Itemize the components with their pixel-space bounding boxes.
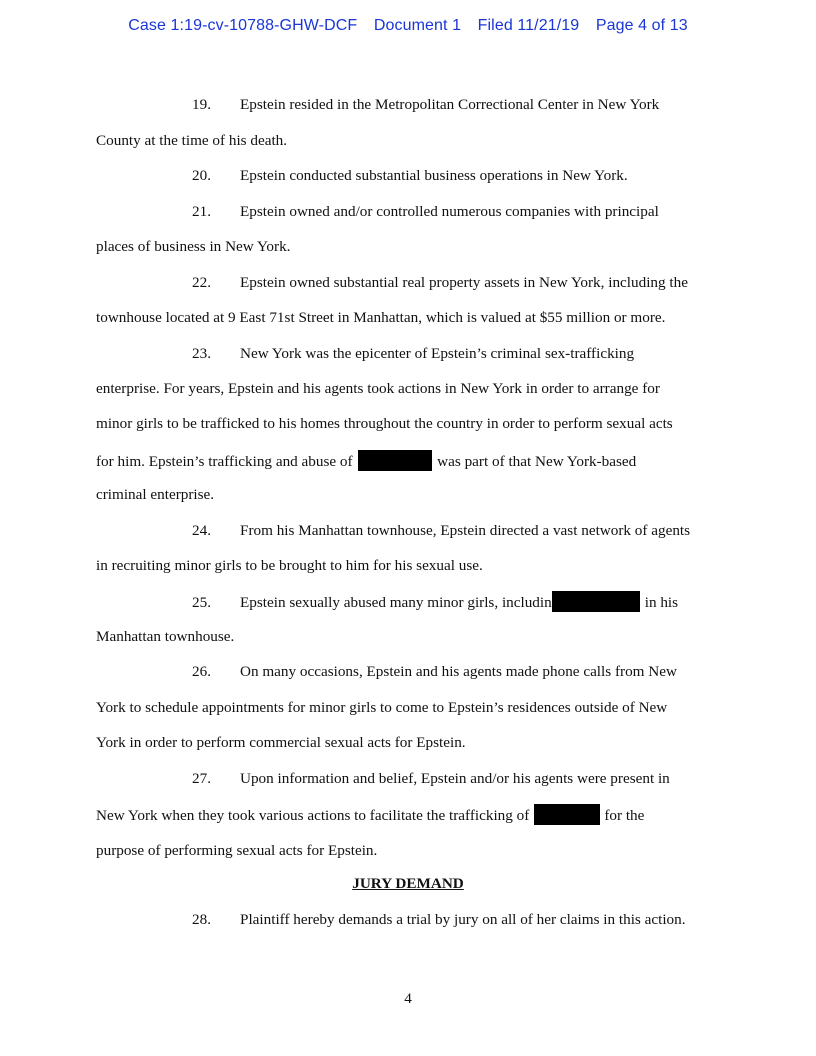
filed-date: Filed 11/21/19 bbox=[477, 17, 580, 34]
paragraph-27-line-1 bbox=[192, 769, 816, 789]
page-count: Page 4 of 13 bbox=[595, 17, 688, 34]
section-heading-jury-demand: JURY DEMAND bbox=[352, 875, 464, 892]
paragraph-20-line-1 bbox=[192, 166, 816, 186]
paragraph-number: 25. bbox=[192, 594, 211, 611]
paragraph-23-line-5: criminal enterprise. bbox=[96, 486, 215, 503]
document-number: Document 1 bbox=[373, 17, 462, 34]
paragraph-26-line-1 bbox=[192, 662, 816, 682]
paragraph-27-line-2 bbox=[96, 804, 736, 826]
paragraph-25-line-2: Manhattan townhouse. bbox=[96, 628, 235, 645]
paragraph-23-line-2: enterprise. For years, Epstein and his agents took actions in New York in order to arrange for bbox=[96, 380, 660, 397]
paragraph-text: Plaintiff hereby demands a trial by jury on all of her claims in this action. bbox=[240, 911, 686, 928]
paragraph-text: New York was the epicenter of Epstein’s criminal sex-trafficking bbox=[240, 345, 635, 362]
paragraph-21-line-1 bbox=[192, 202, 816, 222]
redaction-box bbox=[552, 591, 640, 612]
paragraph-text: for the bbox=[604, 807, 645, 824]
paragraph-24-line-2: in recruiting minor girls to be brought to him for his sexual use. bbox=[96, 557, 483, 574]
paragraph-23-line-3: minor girls to be trafficked to his homes throughout the country in order to perform sexual acts bbox=[96, 415, 673, 432]
paragraph-24-line-1 bbox=[192, 521, 816, 541]
paragraph-25-line-1 bbox=[192, 591, 816, 613]
paragraph-text: Epstein conducted substantial business operations in New York. bbox=[240, 167, 628, 184]
paragraph-text: Epstein owned and/or controlled numerous companies with principal bbox=[240, 203, 659, 220]
paragraph-number: 19. bbox=[192, 96, 211, 113]
paragraph-26-line-3: York in order to perform commercial sexual acts for Epstein. bbox=[96, 734, 466, 751]
paragraph-27-line-3: purpose of performing sexual acts for Epstein. bbox=[96, 842, 378, 859]
paragraph-number: 20. bbox=[192, 167, 211, 184]
case-number: Case 1:19-cv-10788-GHW-DCF bbox=[128, 17, 358, 34]
paragraph-26-line-2: York to schedule appointments for minor girls to come to Epstein’s residences outside of New bbox=[96, 699, 668, 716]
paragraph-text: From his Manhattan townhouse, Epstein directed a vast network of agents bbox=[240, 522, 691, 539]
paragraph-text: was part of that New York-based bbox=[437, 453, 637, 470]
paragraph-text: Epstein owned substantial real property assets in New York, including the bbox=[240, 274, 688, 291]
paragraph-28-line-1 bbox=[192, 910, 816, 930]
paragraph-19-line-1 bbox=[192, 95, 816, 115]
paragraph-23-line-4 bbox=[96, 450, 736, 472]
paragraph-23-line-1 bbox=[192, 344, 816, 364]
paragraph-19-line-2: County at the time of his death. bbox=[96, 132, 288, 149]
paragraph-22-line-2: townhouse located at 9 East 71st Street in Manhattan, which is valued at $55 million or more. bbox=[96, 309, 666, 326]
paragraph-text: Epstein sexually abused many minor girls, includin bbox=[240, 594, 552, 611]
paragraph-text: for him. Epstein’s trafficking and abuse of bbox=[96, 453, 353, 470]
paragraph-number: 23. bbox=[192, 345, 211, 362]
redaction-box bbox=[358, 450, 432, 471]
paragraph-number: 22. bbox=[192, 274, 211, 291]
paragraph-number: 28. bbox=[192, 911, 211, 928]
paragraph-22-line-1 bbox=[192, 273, 816, 293]
paragraph-text: in his bbox=[644, 594, 679, 611]
redaction-box bbox=[534, 804, 600, 825]
ecf-header bbox=[0, 17, 816, 35]
paragraph-number: 24. bbox=[192, 522, 211, 539]
paragraph-text: New York when they took various actions to facilitate the trafficking of bbox=[96, 807, 530, 824]
paragraph-number: 21. bbox=[192, 203, 211, 220]
paragraph-number: 27. bbox=[192, 770, 211, 787]
paragraph-21-line-2: places of business in New York. bbox=[96, 238, 291, 255]
paragraph-text: Upon information and belief, Epstein and/or his agents were present in bbox=[240, 770, 670, 787]
paragraph-text: Epstein resided in the Metropolitan Correctional Center in New York bbox=[240, 96, 660, 113]
page-number: 4 bbox=[404, 990, 412, 1007]
paragraph-number: 26. bbox=[192, 663, 211, 680]
paragraph-text: On many occasions, Epstein and his agents made phone calls from New bbox=[240, 663, 677, 680]
